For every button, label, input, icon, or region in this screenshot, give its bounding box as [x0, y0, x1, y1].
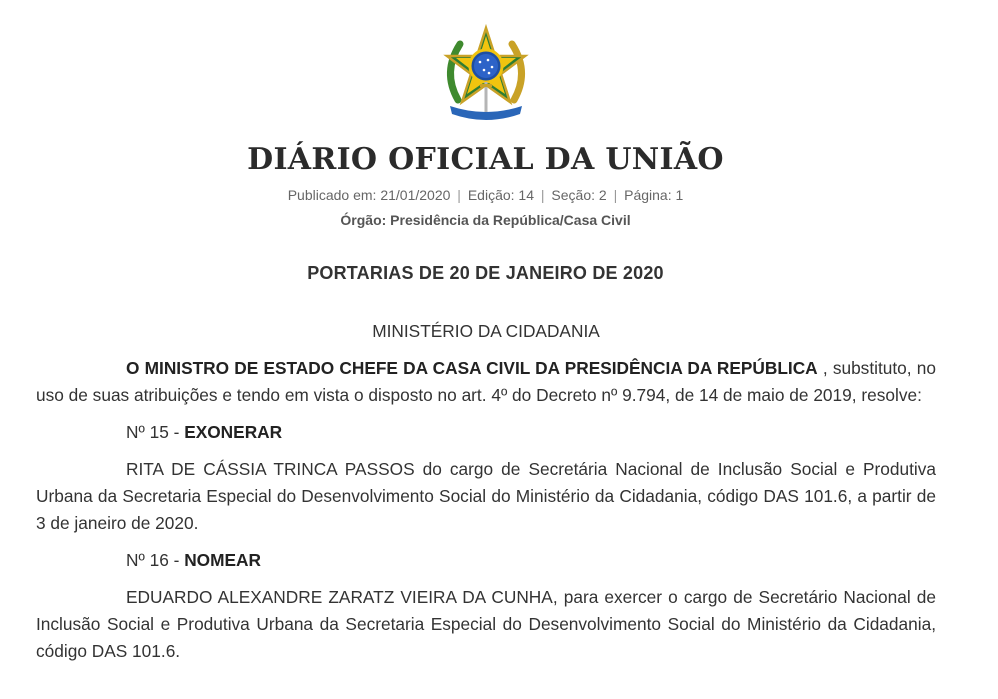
meta-separator: |	[457, 187, 461, 203]
ministry-name: MINISTÉRIO DA CIDADANIA	[372, 321, 600, 341]
gazette-title: DIÁRIO OFICIAL DA UNIÃO	[247, 142, 724, 177]
intro-authority: O MINISTRO DE ESTADO CHEFE DA CASA CIVIL DA PRESIDÊNCIA DA REPÚBLICA	[126, 358, 818, 378]
intro-paragraph	[36, 355, 936, 409]
act-number: Nº 16 -	[126, 550, 185, 570]
act-heading	[36, 419, 936, 446]
document-body	[36, 318, 936, 675]
section: Seção: 2	[551, 187, 607, 203]
act-number: Nº 15 -	[126, 422, 185, 442]
issuing-body: Órgão: Presidência da República/Casa Civil	[340, 212, 631, 228]
document-heading: PORTARIAS DE 20 DE JANEIRO DE 2020	[307, 263, 664, 283]
act-paragraph: RITA DE CÁSSIA TRINCA PASSOS do cargo de Secretária Nacional de Inclusão Social e Produtiva Urbana da Secretaria Especial do Desenvolvimento Social do Ministério da Cidadania, código DAS 101.6, a partir de 3 de janeiro de 2020.	[36, 459, 936, 533]
published-date: Publicado em: 21/01/2020	[287, 187, 451, 203]
act-paragraph: EDUARDO ALEXANDRE ZARATZ VIEIRA DA CUNHA, para exercer o cargo de Secretário Nacional de Inclusão Social e Produtiva Urbana da Secretaria Especial do Desenvolvimento Social do Ministério da Cidadania, código DAS 101.6.	[36, 587, 936, 661]
page-number: Página: 1	[624, 187, 684, 203]
meta-separator: |	[540, 187, 545, 203]
meta-separator: |	[613, 187, 618, 203]
act-heading	[36, 547, 936, 574]
act-verb: NOMEAR	[184, 550, 261, 570]
intro-text: , substituto, no uso de suas atribuições e tendo em vista o disposto no art. 4º do Decreto nº 9.794, de 14 de maio de 2019, resolve:	[36, 358, 936, 405]
brazil-coat-of-arms-icon	[436, 22, 536, 122]
act-verb: EXONERAR	[184, 422, 283, 442]
edition: Edição: 14	[467, 187, 534, 203]
publication-meta	[0, 187, 971, 203]
